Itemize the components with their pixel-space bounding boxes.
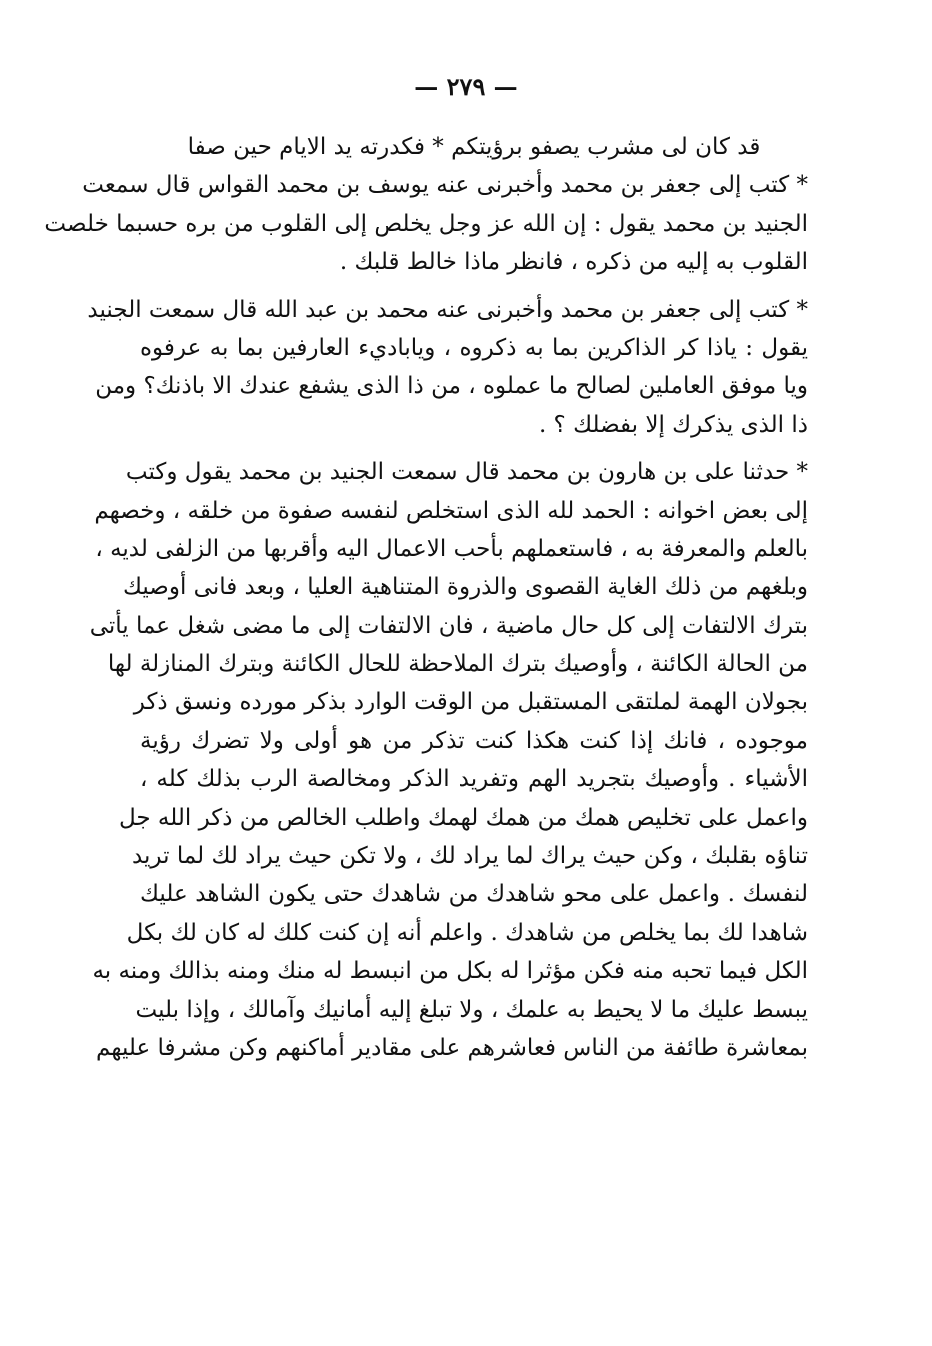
- text-line: * حدثنا على بن هارون بن محمد قال سمعت الجنيد بن محمد يقول وكتب: [125, 459, 808, 486]
- text-line: بالعلم والمعرفة به ، فاستعملهم بأحب الاعمال اليه وأقربها من الزلفى لديه ،: [95, 535, 808, 562]
- text-line: الكل فيما تحبه منه فكن مؤثرا له بكل من انبسط له منك ومنه بذالك ومنه به: [92, 958, 808, 985]
- text-line: يقول : ياذا كر الذاكرين بما به ذكروه ، وياباديء العارفين بما به عرفوه: [140, 334, 808, 361]
- paragraph-1: [44, 166, 808, 281]
- text-line: إلى بعض اخوانه : الحمد لله الذى استخلص لنفسه صفوة من خلقه ، وخصهم: [94, 497, 808, 524]
- text-line: الجنيد بن محمد يقول : إن الله عز وجل يخلص إلى القلوب من بره حسبما خلصت: [44, 210, 808, 237]
- paragraph-3: [89, 453, 808, 1067]
- text-line: الأشياء . وأوصيك بتجريد الهم وتفريد الذكر ومخالصة الرب بذلك كله ،: [140, 766, 808, 793]
- verse-paragraph: [140, 128, 808, 166]
- text-line: * كتب إلى جعفر بن محمد وأخبرنى عنه يوسف بن محمد القواس قال سمعت: [82, 172, 808, 199]
- text-line: تناؤه بقلبك ، وكن حيث يراك لما يراد لك ، ولا تكن حيث يراد لك لما تريد: [131, 843, 808, 870]
- text-line: من الحالة الكائنة ، وأوصيك بترك الملاحظة للحال الكائنة وبترك المنازلة لها: [107, 651, 808, 678]
- paragraph-2: [87, 291, 808, 445]
- page-body: [44, 128, 808, 1067]
- text-line: بترك الالتفات إلى كل حال ماضية ، فان الالتفات إلى ما مضى شغل عما يأتى: [89, 612, 808, 639]
- text-line: ويا موفق العاملين لصالح ما عملوه ، من ذا الذى يشفع عندك الا باذنك؟ ومن: [95, 373, 808, 400]
- text-line: وبلغهم من ذلك الغاية القصوى والذروة المتناهية العليا ، وبعد فانى أوصيك: [122, 574, 808, 601]
- text-line: ذا الذى يذكرك إلا بفضلك ؟ .: [538, 411, 808, 438]
- text-line: يبسط عليك ما لا يحيط به علمك ، ولا تبلغ إليه أمانيك وآمالك ، وإذا بليت: [135, 996, 808, 1023]
- text-line: لنفسك . واعمل على محو شاهدك من شاهدك حتى يكون الشاهد عليك: [140, 881, 808, 908]
- text-line: بجولان الهمة لملتقى المستقبل من الوقت الوارد بذكر مورده ونسق ذكر: [133, 689, 808, 716]
- paragraph-gap: [140, 282, 808, 291]
- text-line: واعمل على تخليص همك من همك لهمك واطلب الخالص من ذكر الله جل: [118, 804, 808, 831]
- text-line: القلوب به إليه من ذكره ، فانظر ماذا خالط قلبك .: [339, 249, 808, 276]
- page-number: — ٢٧٩ —: [414, 72, 518, 101]
- verse-line: قد كان لى مشرب يصفو برؤيتكم * فكدرته يد الايام حين صفا: [187, 134, 761, 160]
- text-line: شاهدا لك بما يخلص من شاهدك . واعلم أنه إن كنت كلك له كان لك بكل: [126, 919, 808, 946]
- text-line: موجوده ، فانك إذا كنت هكذا كنت تذكر من هو أولى ولا تضرك رؤية: [140, 727, 808, 754]
- text-line: بمعاشرة طائفة من الناس فعاشرهم على مقادير أماكنهم وكن مشرفا عليهم: [96, 1034, 808, 1061]
- paragraph-gap: [140, 444, 808, 453]
- text-line: * كتب إلى جعفر بن محمد وأخبرنى عنه محمد بن عبد الله قال سمعت الجنيد: [87, 296, 808, 323]
